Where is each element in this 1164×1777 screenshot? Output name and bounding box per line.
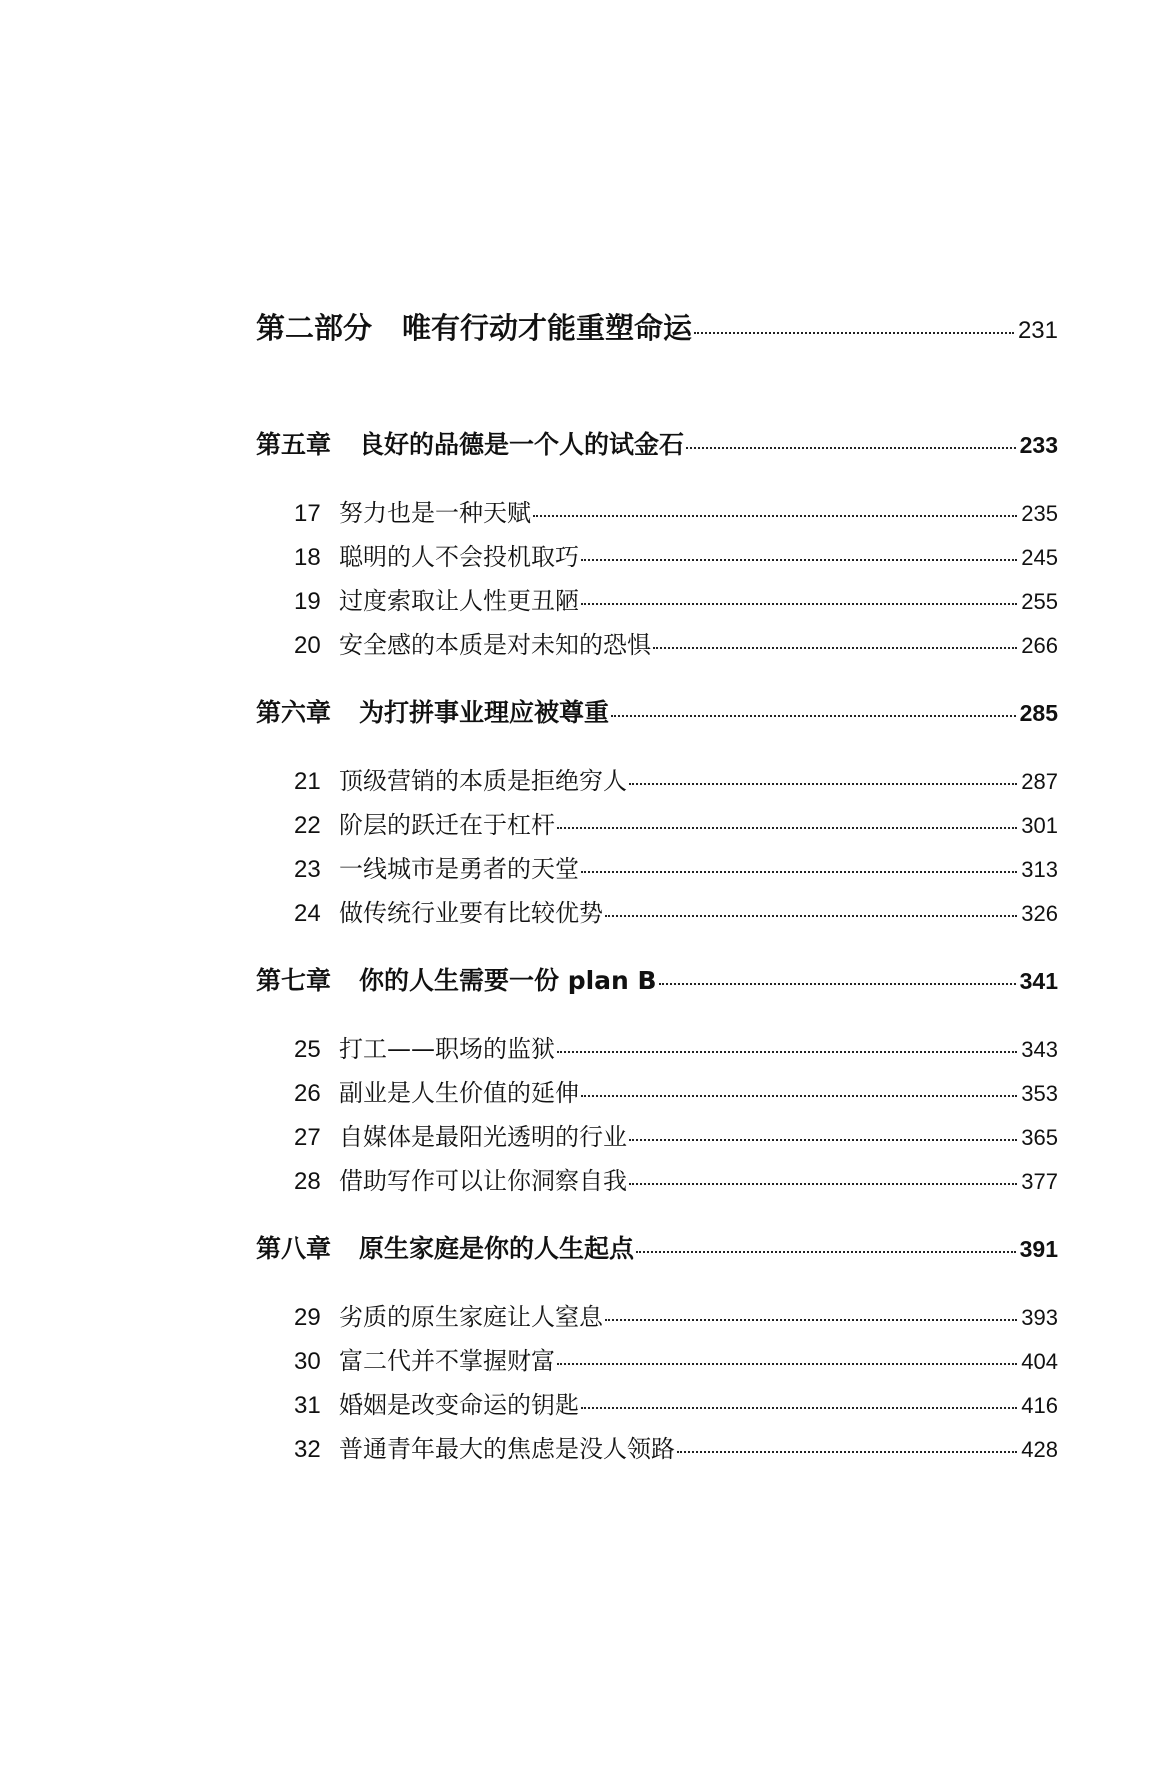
toc-entry xyxy=(256,623,1058,667)
dot-leader xyxy=(533,515,1017,517)
toc-entry xyxy=(256,759,1058,803)
chapter-title: 你的人生需要一份 plan B xyxy=(359,966,657,995)
entry-title: 一线城市是勇者的天堂 xyxy=(339,855,579,883)
entry-title: 借助写作可以让你洞察自我 xyxy=(339,1167,627,1195)
entry-number: 21 xyxy=(294,768,321,795)
entry-page-number: 245 xyxy=(1021,545,1058,570)
dot-leader xyxy=(581,559,1017,561)
entry-number: 17 xyxy=(294,500,321,527)
entry-page-number: 428 xyxy=(1021,1437,1058,1462)
entry-title: 安全感的本质是对未知的恐惧 xyxy=(339,631,651,659)
entry-page-number: 235 xyxy=(1021,501,1058,526)
entry-title: 阶层的跃迁在于杠杆 xyxy=(339,811,555,839)
entry-page-number: 266 xyxy=(1021,633,1058,658)
part-page-number: 231 xyxy=(1017,317,1058,344)
entry-title: 富二代并不掌握财富 xyxy=(339,1347,555,1375)
entry-number: 26 xyxy=(294,1080,321,1107)
chapter-label: 第六章 xyxy=(256,698,332,727)
entry-page-number: 255 xyxy=(1021,589,1058,614)
entry-number: 25 xyxy=(294,1036,321,1063)
dot-leader xyxy=(611,715,1016,717)
dot-leader xyxy=(677,1451,1017,1453)
entry-title: 婚姻是改变命运的钥匙 xyxy=(339,1391,579,1419)
entry-page-number: 287 xyxy=(1021,769,1058,794)
toc-entry xyxy=(256,1427,1058,1471)
toc-entry xyxy=(256,491,1058,535)
toc-entry xyxy=(256,803,1058,847)
entry-number: 22 xyxy=(294,812,321,839)
entry-page-number: 377 xyxy=(1021,1169,1058,1194)
entry-title: 打工——职场的监狱 xyxy=(339,1035,555,1063)
chapter-page-number: 285 xyxy=(1019,700,1058,726)
entry-number: 18 xyxy=(294,544,321,571)
dot-leader xyxy=(694,332,1014,334)
dot-leader xyxy=(557,827,1017,829)
part-label: 第二部分 xyxy=(256,311,373,345)
dot-leader xyxy=(581,1407,1017,1409)
entry-page-number: 365 xyxy=(1021,1125,1058,1150)
entry-number: 20 xyxy=(294,632,321,659)
entry-number: 24 xyxy=(294,900,321,927)
entry-title: 聪明的人不会投机取巧 xyxy=(339,543,579,571)
dot-leader xyxy=(605,915,1017,917)
part-heading xyxy=(256,306,1058,347)
dot-leader xyxy=(629,1183,1017,1185)
chapter-heading xyxy=(256,693,1058,729)
toc-entry xyxy=(256,847,1058,891)
chapter-title: 良好的品德是一个人的试金石 xyxy=(359,430,685,459)
toc-entry xyxy=(256,1071,1058,1115)
entry-title: 做传统行业要有比较优势 xyxy=(339,899,603,927)
entry-page-number: 353 xyxy=(1021,1081,1058,1106)
dot-leader xyxy=(686,447,1016,449)
chapter-title: 原生家庭是你的人生起点 xyxy=(359,1234,635,1263)
toc-entry xyxy=(256,535,1058,579)
toc-entry xyxy=(256,1383,1058,1427)
entry-title: 过度索取让人性更丑陋 xyxy=(339,587,579,615)
entry-title: 自媒体是最阳光透明的行业 xyxy=(339,1123,627,1151)
entry-page-number: 404 xyxy=(1021,1349,1058,1374)
dot-leader xyxy=(581,603,1017,605)
dot-leader xyxy=(557,1051,1017,1053)
dot-leader xyxy=(636,1251,1016,1253)
entry-title: 副业是人生价值的延伸 xyxy=(339,1079,579,1107)
entry-number: 29 xyxy=(294,1304,321,1331)
toc-entry xyxy=(256,1115,1058,1159)
chapter-label: 第八章 xyxy=(256,1234,332,1263)
toc-entry xyxy=(256,579,1058,623)
chapter-page-number: 233 xyxy=(1019,432,1058,458)
part-title: 唯有行动才能重塑命运 xyxy=(402,311,693,345)
entry-title: 普通青年最大的焦虑是没人领路 xyxy=(339,1435,675,1463)
entry-number: 30 xyxy=(294,1348,321,1375)
chapter-heading xyxy=(256,425,1058,461)
chapter-title: 为打拼事业理应被尊重 xyxy=(359,698,610,727)
entry-number: 23 xyxy=(294,856,321,883)
dot-leader xyxy=(653,647,1017,649)
entry-number: 28 xyxy=(294,1168,321,1195)
entry-title: 顶级营销的本质是拒绝穷人 xyxy=(339,767,627,795)
toc-entry xyxy=(256,1027,1058,1071)
chapter-label: 第七章 xyxy=(256,966,332,995)
dot-leader xyxy=(581,871,1017,873)
entry-number: 32 xyxy=(294,1436,321,1463)
entry-title: 努力也是一种天赋 xyxy=(339,499,531,527)
entry-page-number: 301 xyxy=(1021,813,1058,838)
dot-leader xyxy=(557,1363,1017,1365)
entry-number: 31 xyxy=(294,1392,321,1419)
chapter-heading xyxy=(256,961,1058,997)
dot-leader xyxy=(659,983,1016,985)
toc-entry xyxy=(256,1339,1058,1383)
toc-entry xyxy=(256,891,1058,935)
entry-page-number: 416 xyxy=(1021,1393,1058,1418)
chapter-label: 第五章 xyxy=(256,430,332,459)
entry-page-number: 343 xyxy=(1021,1037,1058,1062)
dot-leader xyxy=(581,1095,1017,1097)
toc-entry xyxy=(256,1295,1058,1339)
dot-leader xyxy=(629,1139,1017,1141)
chapter-heading xyxy=(256,1229,1058,1265)
dot-leader xyxy=(629,783,1017,785)
table-of-contents xyxy=(256,306,1058,1471)
entry-page-number: 313 xyxy=(1021,857,1058,882)
entry-page-number: 393 xyxy=(1021,1305,1058,1330)
chapter-page-number: 341 xyxy=(1019,968,1058,994)
dot-leader xyxy=(605,1319,1017,1321)
entry-number: 19 xyxy=(294,588,321,615)
entry-number: 27 xyxy=(294,1124,321,1151)
entry-title: 劣质的原生家庭让人窒息 xyxy=(339,1303,603,1331)
chapter-page-number: 391 xyxy=(1019,1236,1058,1262)
entry-page-number: 326 xyxy=(1021,901,1058,926)
toc-entry xyxy=(256,1159,1058,1203)
